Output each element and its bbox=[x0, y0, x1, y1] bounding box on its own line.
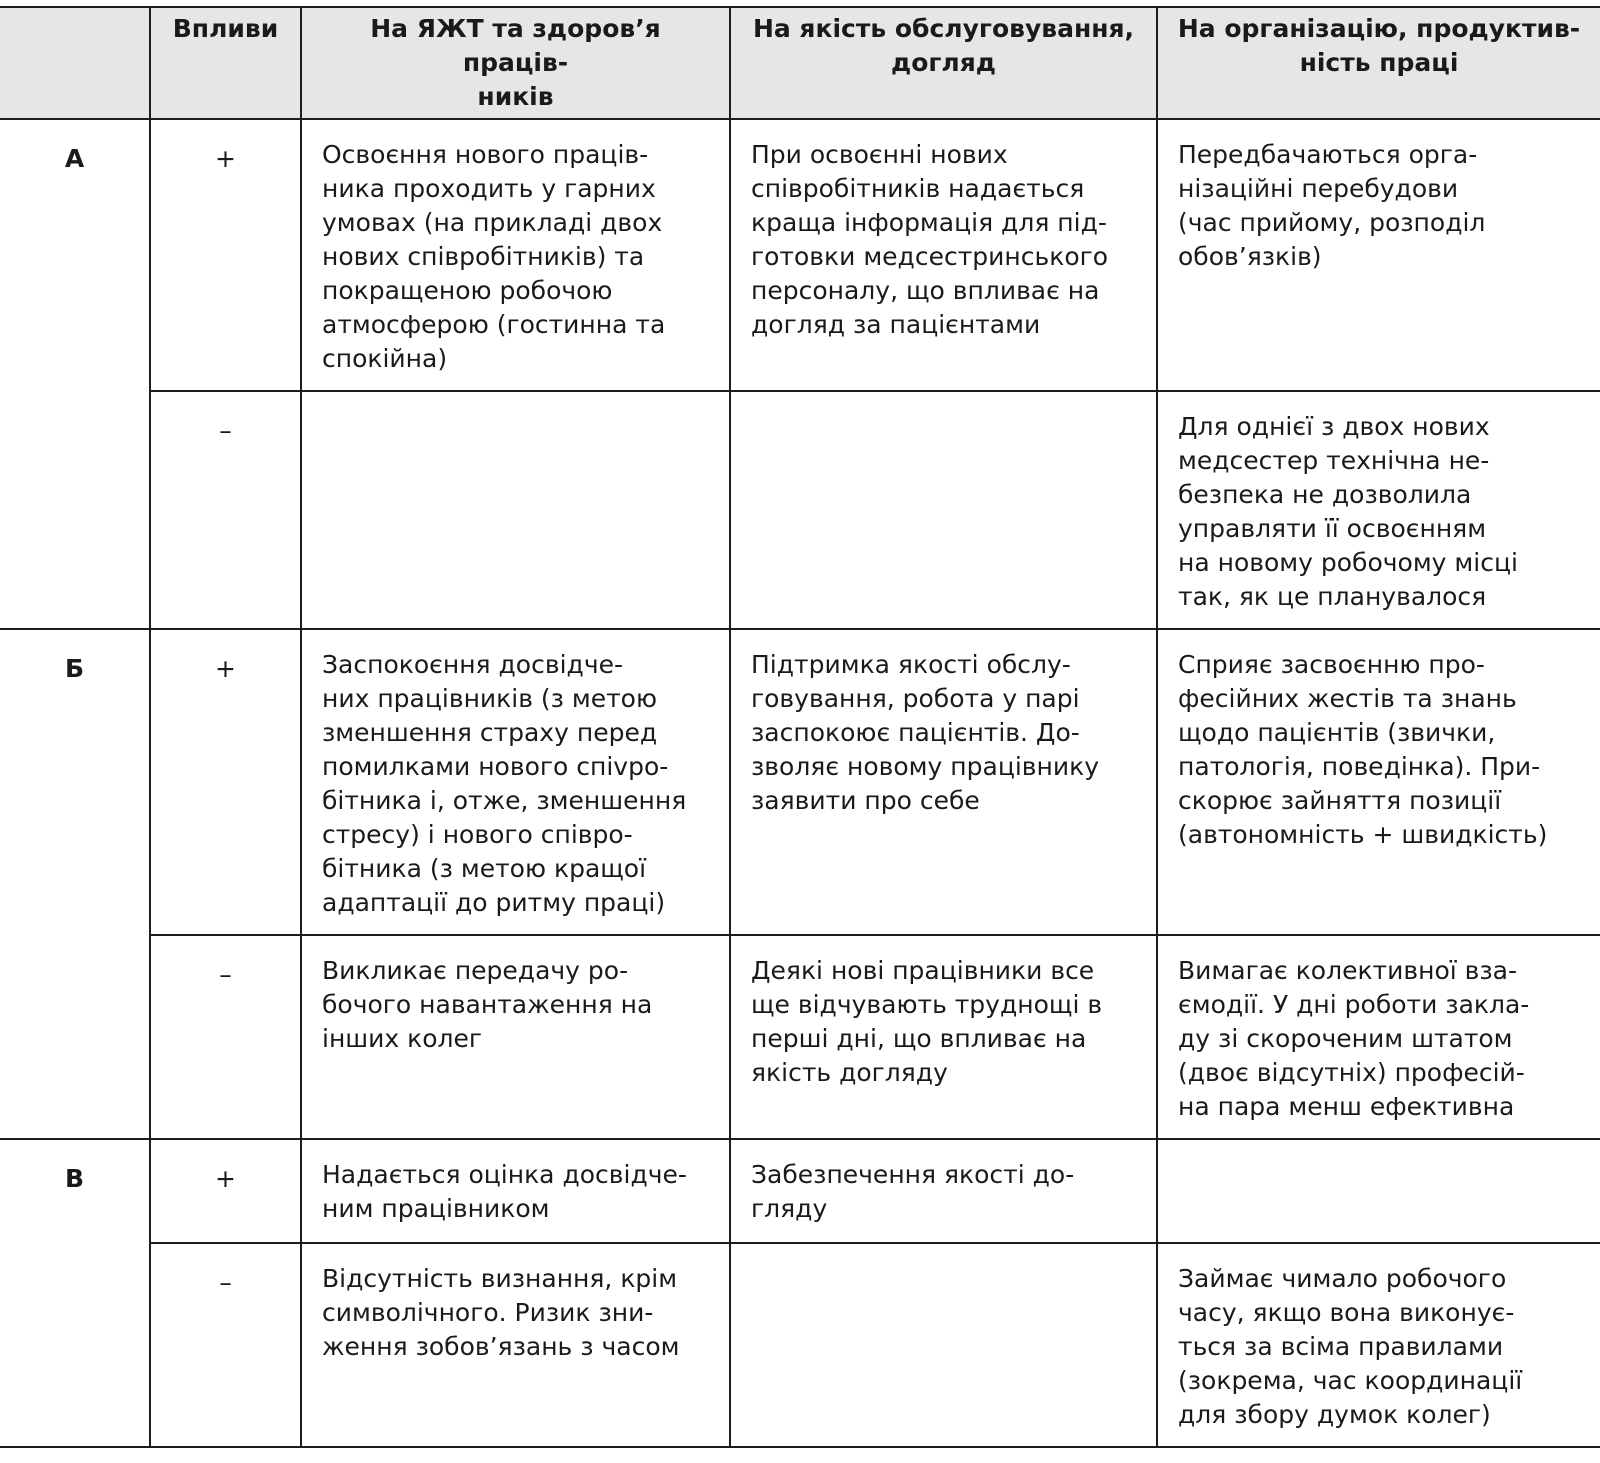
cell-care-quality bbox=[730, 391, 1157, 629]
cell-health bbox=[301, 391, 730, 629]
impact-sign: + bbox=[150, 119, 301, 391]
table-row bbox=[0, 391, 1600, 629]
cell-organization: Займає чимало робочого часу, якщо вона виконує- ться за всіма правилами (зокрема, час координації для збору думок колег) bbox=[1157, 1243, 1600, 1447]
impacts-table bbox=[0, 6, 1600, 1448]
header-empty bbox=[0, 7, 150, 119]
impact-sign: + bbox=[150, 1139, 301, 1243]
cell-health: Викликає передачу ро- бочого навантаження на інших колег bbox=[301, 935, 730, 1139]
cell-care-quality: Деякі нові працівники все ще відчувають труднощі в перші дні, що впливає на якість догляду bbox=[730, 935, 1157, 1139]
cell-care-quality: При освоєнні нових співробітників надається краща інформація для під- готовки медсестринського персоналу, що впливає на догляд за пацієнтами bbox=[730, 119, 1157, 391]
table-row bbox=[0, 1243, 1600, 1447]
cell-health: Освоєння нового праців- ника проходить у гарних умовах (на прикладі двох нових співробітників) та покращеною робочою атмосферою (гостинна та спокійна) bbox=[301, 119, 730, 391]
table-row bbox=[0, 119, 1600, 391]
impact-sign: – bbox=[150, 1243, 301, 1447]
table-row bbox=[0, 935, 1600, 1139]
cell-organization: Передбачаються орга- нізаційні перебудови (час прийому, розподіл обов’язків) bbox=[1157, 119, 1600, 391]
header-care-quality: На якість обслуговування, догляд bbox=[730, 7, 1157, 119]
header-impacts: Впливи bbox=[150, 7, 301, 119]
header-row bbox=[0, 7, 1600, 119]
header-health: На ЯЖТ та здоров’я праців- ників bbox=[301, 7, 730, 119]
group-label-a: А bbox=[0, 119, 150, 629]
group-label-b: Б bbox=[0, 629, 150, 1139]
impact-sign: – bbox=[150, 935, 301, 1139]
impact-sign: + bbox=[150, 629, 301, 935]
cell-care-quality: Підтримка якості обслу- говування, робота у парі заспокоює пацієнтів. До- зволяє новому працівнику заявити про себе bbox=[730, 629, 1157, 935]
table-row bbox=[0, 629, 1600, 935]
cell-organization: Для однієї з двох нових медсестер технічна не- безпека не дозволила управляти її освоєнням на новому робочому місці так, як це планувалося bbox=[1157, 391, 1600, 629]
cell-health: Відсутність визнання, крім символічного. Ризик зни- ження зобов’язань з часом bbox=[301, 1243, 730, 1447]
cell-health: Заспокоєння досвідче- них працівників (з метою зменшення страху перед помилками нового спivро- бітника і, отже, зменшення стресу) і нового співро- бітника (з метою кращої адаптації до ритму праці) bbox=[301, 629, 730, 935]
impact-sign: – bbox=[150, 391, 301, 629]
cell-organization: Сприяє засвоєнню про- фесійних жестів та знань щодо пацієнтів (звички, патологія, поведінка). При- скорює зайняття позиції (автономність + швидкість) bbox=[1157, 629, 1600, 935]
header-organization: На організацію, продуктив- ність праці bbox=[1157, 7, 1600, 119]
cell-health: Надається оцінка досвідче- ним працівником bbox=[301, 1139, 730, 1243]
group-label-v: В bbox=[0, 1139, 150, 1447]
cell-organization: Вимагає колективної вза- ємодії. У дні роботи закла- ду зі скороченим штатом (двоє відсутніх) професій- на пара менш ефективна bbox=[1157, 935, 1600, 1139]
cell-care-quality: Забезпечення якості до- гляду bbox=[730, 1139, 1157, 1243]
cell-care-quality bbox=[730, 1243, 1157, 1447]
table-row bbox=[0, 1139, 1600, 1243]
cell-organization bbox=[1157, 1139, 1600, 1243]
